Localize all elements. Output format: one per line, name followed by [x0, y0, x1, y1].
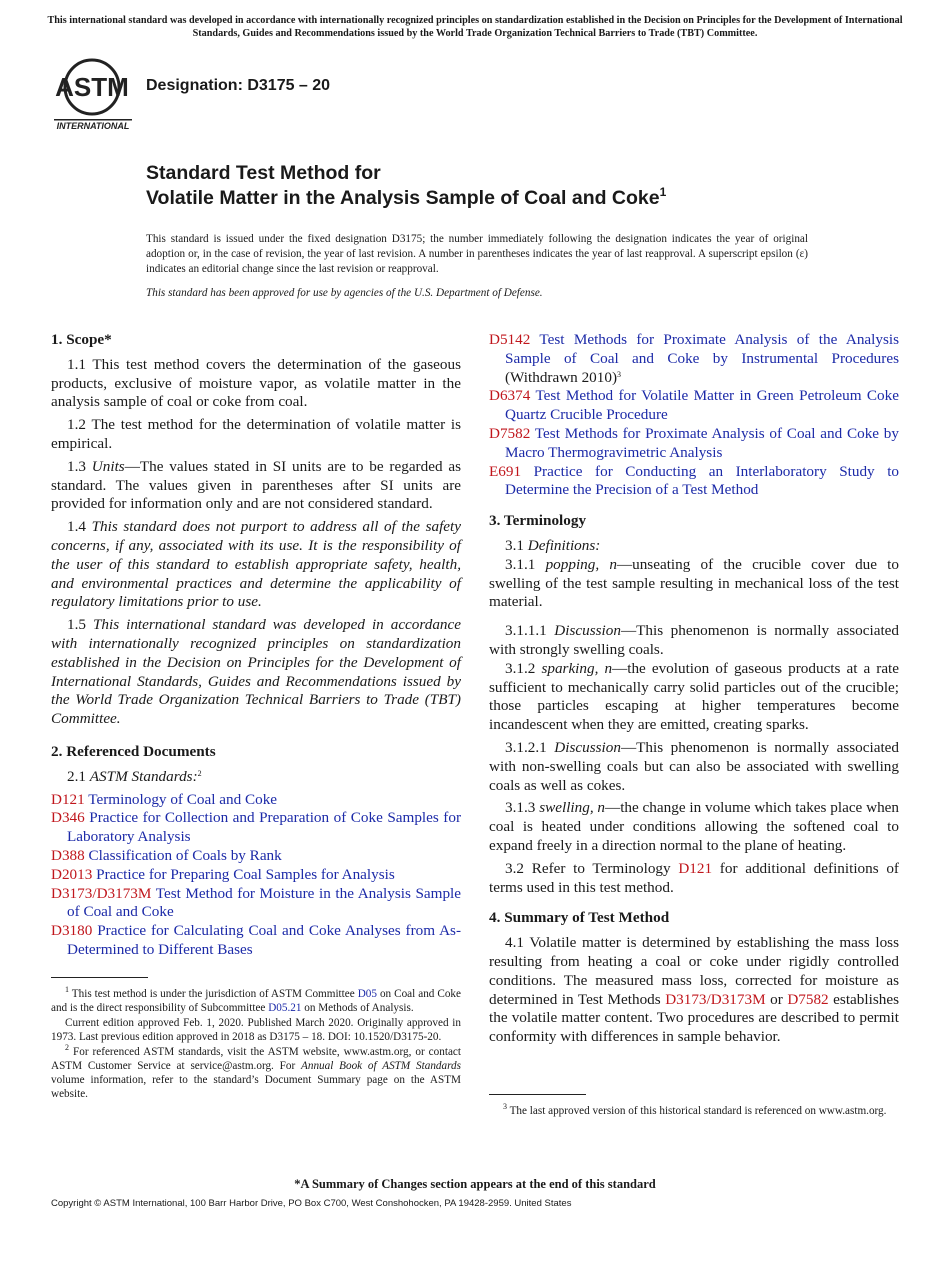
footnote-mark: 3 [503, 1102, 507, 1111]
footnote-text: volume information, refer to the standard’s Document Summary page on the ASTM website. [51, 1074, 461, 1100]
title-line-2 [146, 186, 866, 211]
ref-title-link[interactable]: Test Method for Moisture in the Analysis Sample of Coal and Coke [67, 884, 462, 921]
ref-code-link[interactable]: D388 [51, 846, 85, 864]
document-title [146, 161, 866, 211]
footnotes-right [489, 1104, 899, 1119]
para-text: 3.2 Refer to Terminology [505, 859, 679, 877]
reference-item[interactable] [489, 463, 899, 501]
para-text: —This phenomenon is normally associated with non-swelling coals but can also be associated with swelling coals as well as cokes. [489, 738, 900, 794]
para-num: 1.3 [67, 457, 86, 475]
logo-caption: INTERNATIONAL [56, 121, 130, 131]
title-line-1: Standard Test Method for [146, 162, 381, 184]
reference-item[interactable] [489, 331, 899, 387]
ref-code-link[interactable]: D121 [51, 790, 85, 808]
ref-code-link[interactable]: D3180 [51, 922, 93, 940]
ref-title-link[interactable]: Practice for Conducting an Interlaboratory Study to Determine the Precision of a Test Method [505, 462, 900, 499]
footnote-text: For referenced ASTM standards, visit the ASTM website, www.astm.org, or contact ASTM Customer Service at service@astm.org. For [51, 1046, 461, 1072]
para-1-3 [51, 458, 461, 514]
para-1-2: 1.2 The test method for the determination of volatile matter is empirical. [51, 416, 461, 452]
reference-item[interactable] [51, 866, 461, 885]
para-num: 3.1.1 [505, 555, 536, 573]
para-text: —the change in volume which takes place when coal is heated under conditions allowing the softened coal to expand freely in a direction normal to the plane of heating. [489, 799, 899, 854]
para-text: —The values stated in SI units are to be regarded as standard. The values given in parentheses after SI units are provided for information only and are not considered standard. [51, 457, 461, 513]
reference-item[interactable] [51, 885, 461, 923]
para-3-1-1-1 [489, 622, 899, 660]
ref-code-link[interactable]: D346 [51, 809, 85, 827]
para-1-1: 1.1 This test method covers the determination of the gaseous products, exclusive of moisture vapor, as volatile matter in the analysis sample of coal or coke from coal. [51, 355, 461, 411]
footnote-divider-left [51, 977, 148, 978]
para-3-1-3 [489, 799, 899, 855]
footnote-2 [51, 1045, 461, 1101]
summary-of-changes-note: *A Summary of Changes section appears at the end of this standard [294, 1177, 656, 1191]
para-1-4 [51, 518, 461, 612]
standard-notice: This international standard was developed in accordance with internationally recognized principles on standardization established in the Decision on Principles for the Development of International Standards, Guides and Recommendations issued by the World Trade Organization Technical Barriers to Trade (TBT) Committee. [47, 15, 903, 39]
right-column [489, 331, 899, 1051]
ref-code-link[interactable]: D2013 [51, 865, 93, 883]
thermogravimetric-method-link[interactable]: D7582 [787, 990, 829, 1008]
reference-item[interactable] [51, 791, 461, 810]
para-3-2 [489, 860, 899, 898]
para-num: 1.5 [67, 616, 86, 634]
footnote-mark: 2 [65, 1043, 69, 1052]
ref-title-link[interactable]: Test Methods for Proximate Analysis of the Analysis Sample of Coal and Coke by Instrumental Procedures [505, 331, 900, 367]
section-heading-terminology: 3. Terminology [489, 512, 587, 530]
footnotes-left [51, 987, 461, 1102]
footnote-mark: 3 [617, 369, 621, 379]
reference-item[interactable] [489, 387, 899, 425]
footnote-italic: Annual Book of ASTM Standards [301, 1060, 461, 1072]
footnote-divider-right [489, 1094, 586, 1095]
term-discussion: Discussion [554, 738, 621, 756]
para-3-1-2 [489, 660, 899, 735]
term-sparking: sparking, n [541, 659, 613, 677]
para-text: ASTM Standards: [89, 767, 198, 785]
footnote-1 [51, 987, 461, 1015]
dod-approval: This standard has been approved for use by agencies of the U.S. Department of Defense. [146, 287, 543, 299]
para-text: —unseating of the crucible cover due to swelling of the test sample resulting in mechanical loss of the test material. [489, 555, 899, 611]
para-num: 1.4 [67, 518, 86, 536]
ref-code-link[interactable]: D6374 [489, 387, 531, 405]
para-text: establishes the volatile matter content. Two procedures are described to permit conformity with differences in sample behavior. [489, 990, 899, 1046]
term-popping: popping, n [545, 555, 617, 573]
left-column [51, 331, 461, 960]
footnote-text: The last approved version of this historical standard is referenced on www.astm.org. [507, 1105, 887, 1117]
para-num: 3.1 [505, 536, 524, 554]
reference-list [51, 791, 461, 960]
para-3-1-2-1 [489, 739, 899, 795]
ref-title-link[interactable]: Practice for Collection and Preparation of Coke Samples for Laboratory Analysis [67, 809, 461, 846]
para-text: or [765, 990, 788, 1008]
designation: Designation: D3175 – 20 [146, 77, 331, 94]
term-swelling: swelling, n [539, 799, 606, 817]
footnote-text: on Methods of Analysis. [301, 1002, 414, 1014]
astm-logo-icon [52, 56, 134, 132]
para-text: —the evolution of gaseous products at a rate sufficient to mechanically carry solid particles out of the crucible; those particles escaping at higher temperatures become incandescent when they are emitted, creating sparks. [489, 659, 900, 734]
reference-item[interactable] [51, 847, 461, 866]
term-discussion: Discussion [554, 622, 621, 640]
para-text: This standard does not purport to address all of the safety concerns, if any, associated with its use. It is the responsibility of the user of this standard to establish appropriate safety, health, and environmental practices and determine the applicability of regulatory limitations prior to use. [51, 518, 462, 611]
para-text: Definitions: [527, 536, 601, 554]
para-text: —This phenomenon is normally associated with strongly swelling coals. [489, 622, 900, 658]
section-heading-summary: 4. Summary of Test Method [489, 909, 670, 927]
terminology-link[interactable]: D121 [678, 859, 713, 877]
logo-letters: ASTM [55, 72, 129, 102]
footnote-text: on Coal and Coke and is the direct responsibility of Subcommittee [51, 988, 461, 1014]
ref-title-link[interactable]: Classification of Coals by Rank [88, 846, 282, 864]
ref-code-link[interactable]: D5142 [489, 331, 531, 348]
footnote-text: This test method is under the jurisdiction of ASTM Committee [69, 988, 358, 1000]
para-num: 3.1.2 [505, 659, 536, 677]
ref-title-link[interactable]: Practice for Calculating Coal and Coke Analyses from As-Determined to Different Bases [67, 922, 462, 958]
para-num: 3.1.3 [505, 799, 536, 817]
withdrawn-note: (Withdrawn 2010) [505, 368, 617, 386]
edition-note: Current edition approved Feb. 1, 2020. Published March 2020. Originally approved in 1973. Last previous edition approved in 2018 as D3175 – 18. DOI: 10.1520/D3175-20. [51, 1017, 461, 1043]
reference-item[interactable] [51, 922, 461, 960]
footnote-3 [489, 1104, 899, 1118]
ref-title-link[interactable]: Terminology of Coal and Coke [88, 790, 278, 808]
para-num: 3.1.2.1 [505, 738, 547, 756]
para-4-1 [489, 934, 899, 1047]
copyright-line: Copyright © ASTM International, 100 Barr Harbor Drive, PO Box C700, West Conshohocken, PA 19428-2959. United States [51, 1198, 572, 1209]
title-footnote-mark: 1 [659, 185, 667, 199]
section-heading-scope: 1. Scope* [51, 331, 112, 348]
para-1-5 [51, 616, 461, 729]
ref-code-link[interactable]: D3173/D3173M [51, 884, 152, 902]
title-line-2-text: Volatile Matter in the Analysis Sample of Coal and Coke [146, 187, 660, 209]
ref-title-link[interactable]: Practice for Preparing Coal Samples for Analysis [96, 865, 395, 883]
para-text: 4.1 Volatile matter is determined by establishing the mass loss resulting from heating a coal or coke under rigidly controlled conditions. The measured mass loss, corrected for moisture as determined in Test Methods [489, 934, 899, 1008]
reference-item[interactable] [489, 425, 899, 463]
para-3-1-1 [489, 556, 899, 612]
para-num: 3.1.1.1 [505, 622, 547, 640]
reference-list-continued [489, 331, 899, 500]
section-heading-referenced-documents: 2. Referenced Documents [51, 742, 216, 760]
footnote-mark: 2 [197, 768, 202, 778]
para-3-1 [489, 537, 899, 556]
committee-link[interactable]: D05 [357, 988, 377, 1000]
astm-logo [52, 56, 134, 132]
ref-title-link[interactable]: Test Methods for Proximate Analysis of Coal and Coke by Macro Thermogravimetric Analysis [505, 424, 899, 461]
ref-code-link[interactable]: D7582 [489, 424, 531, 442]
ref-code-link[interactable]: E691 [489, 462, 522, 480]
para-num: 2.1 [67, 767, 86, 785]
para-2-1 [51, 768, 461, 787]
subcommittee-link[interactable]: D05.21 [268, 1002, 302, 1014]
reference-item[interactable] [51, 809, 461, 847]
footnote-mark: 1 [65, 985, 69, 994]
para-text: This international standard was developed in accordance with internationally recognized principles on standardization established in the Decision on Principles for the Development of International Standards, Guides and Recommendations issued by the World Trade Organization Technical Barriers to Trade (TBT) Committee. [51, 616, 462, 728]
term-units: Units [91, 457, 125, 475]
moisture-method-link[interactable]: D3173/D3173M [665, 990, 766, 1008]
issuance-statement: This standard is issued under the fixed designation D3175; the number immediately following the designation indicates the year of original adoption or, in the case of revision, the year of last revision. A number in parentheses indicates the year of last reapproval. A superscript epsilon (ε) indicates an editorial change since the last revision or reapproval. [146, 233, 808, 275]
ref-title-link[interactable]: Test Method for Volatile Matter in Green Petroleum Coke Quartz Crucible Procedure [505, 387, 899, 424]
para-text: for additional definitions of terms used in this test method. [489, 859, 899, 896]
